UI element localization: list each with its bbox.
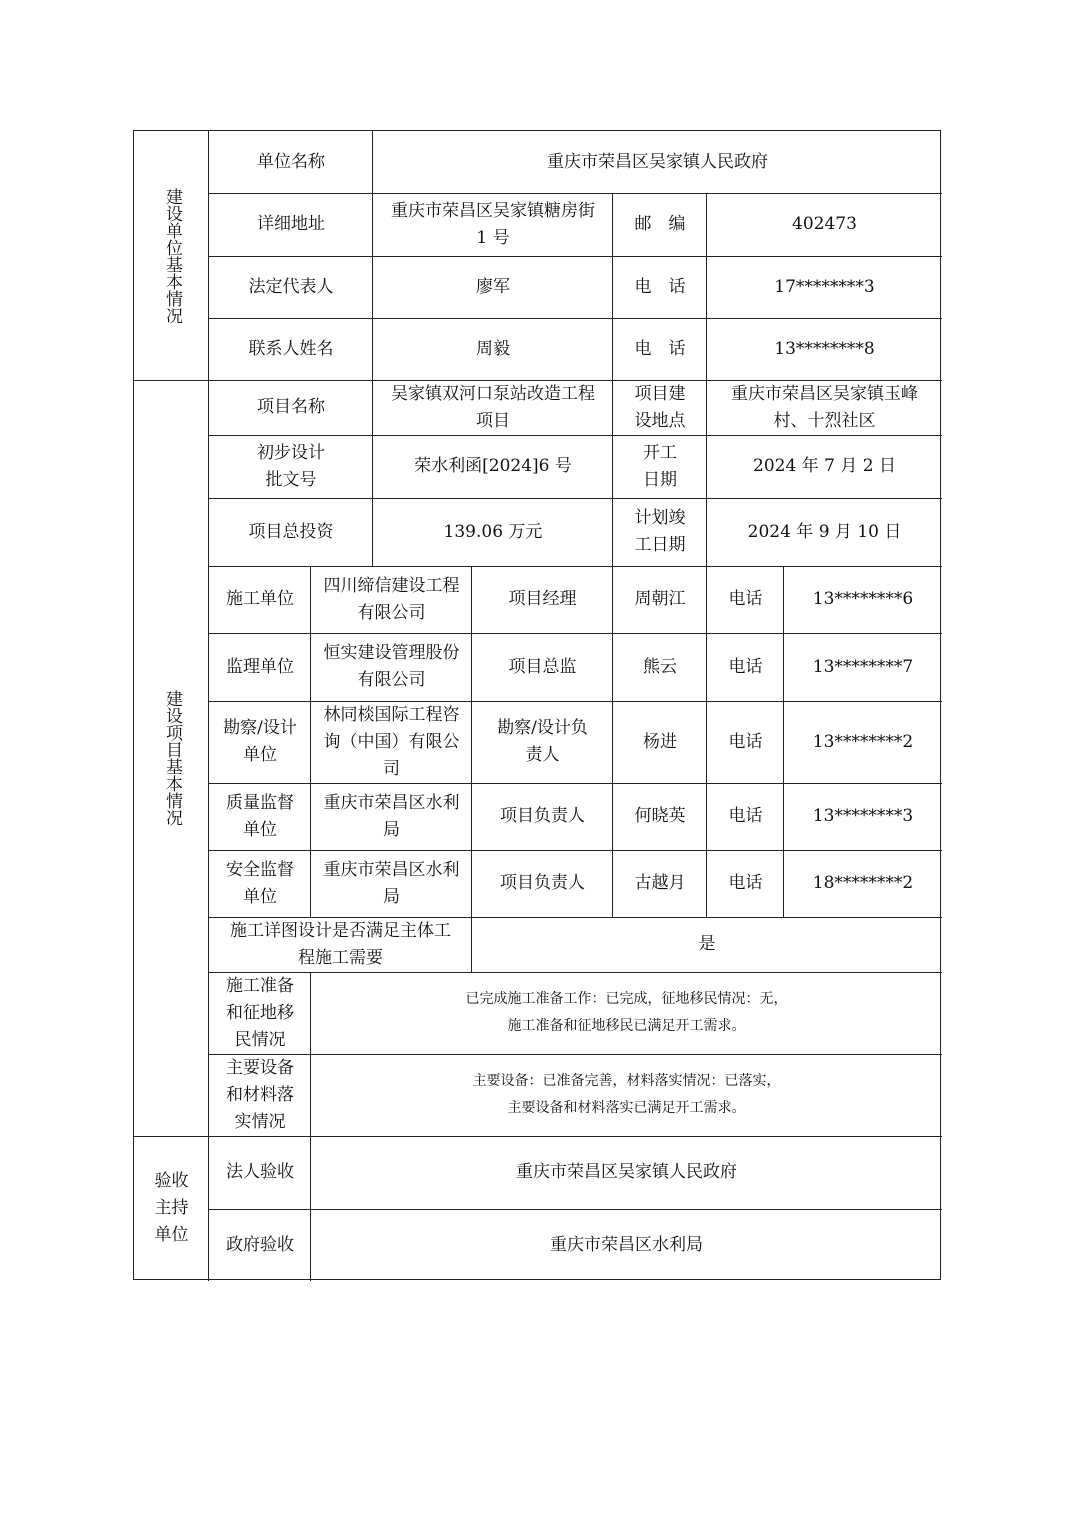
party-person-role: 项目负责人 [500, 873, 585, 893]
finish-date-label: 计划竣工日期 [634, 508, 686, 555]
contact-value: 周毅 [476, 338, 510, 359]
contact-phone-value: 13********8 [774, 338, 875, 359]
postcode-label: 邮 编 [634, 214, 686, 234]
unit-name-value: 重庆市荣昌区吴家镇人民政府 [547, 151, 768, 172]
legal-rep-phone-value: 17********3 [774, 276, 875, 297]
grid-line [209, 783, 942, 784]
grid-line [612, 193, 613, 566]
builder-section-label: 建设单位基本情况 [162, 187, 182, 324]
grid-line [209, 1054, 942, 1055]
party-person: 周朝江 [634, 589, 686, 609]
grid-line [208, 131, 209, 1281]
party-phone-label: 电话 [728, 589, 763, 609]
grid-line [310, 972, 311, 1281]
equip-label: 主要设备和材料落实情况 [226, 1057, 294, 1132]
party-phone: 13********3 [812, 806, 914, 826]
grid-line [209, 435, 942, 436]
party-org: 恒实建设管理股份有限公司 [323, 643, 460, 690]
party-person: 熊云 [643, 656, 677, 677]
address-label: 详细地址 [257, 214, 325, 234]
project-name-label: 项目名称 [257, 397, 325, 417]
grid-line [310, 566, 311, 917]
party-phone: 18********2 [812, 873, 914, 893]
gov-acceptance-value: 重庆市荣昌区水利局 [550, 1234, 703, 1255]
investment-label: 项目总投资 [248, 521, 334, 542]
grid-line [209, 850, 942, 851]
finish-date-value: 2024 年 9 月 10 日 [747, 521, 902, 542]
grid-line [209, 701, 942, 702]
grid-line [209, 318, 942, 319]
party-person-role: 项目经理 [508, 589, 577, 609]
legal-acceptance-label: 法人验收 [226, 1162, 294, 1182]
grid-line [612, 566, 613, 917]
project-section-label: 建设项目基本情况 [162, 690, 182, 826]
postcode-value: 402473 [792, 214, 857, 234]
acceptance-section-label: 验收主持单位 [154, 1171, 189, 1245]
start-date-label: 开工日期 [643, 442, 677, 490]
legal-rep-value: 廖军 [476, 276, 510, 297]
party-role: 施工单位 [226, 589, 294, 609]
grid-line [209, 566, 942, 567]
grid-line [209, 1209, 942, 1210]
grid-line [706, 566, 707, 917]
party-phone: 13********2 [812, 731, 914, 752]
party-person-role: 勘察/设计负责人 [497, 718, 588, 765]
prep-label: 施工准备和征地移民情况 [226, 975, 294, 1050]
grid-line [209, 972, 942, 973]
start-date-value: 2024 年 7 月 2 日 [753, 456, 896, 476]
party-role: 勘察/设计单位 [223, 718, 297, 765]
prep-line-2: 施工准备和征地移民已满足开工需求。 [507, 1018, 746, 1034]
party-person: 何晓英 [634, 806, 686, 826]
prep-line-1: 已完成施工准备工作：已完成，征地移民情况：无， [465, 991, 788, 1007]
equip-line-2: 主要设备和材料落实已满足开工需求。 [507, 1100, 746, 1116]
grid-line [471, 566, 472, 972]
grid-line [209, 193, 942, 194]
contact-label: 联系人姓名 [248, 338, 334, 359]
grid-line [209, 633, 942, 634]
unit-name-label: 单位名称 [257, 151, 325, 172]
party-person: 古越月 [634, 873, 686, 893]
project-name-value: 吴家镇双河口泵站改造工程项目 [391, 383, 595, 431]
grid-line [209, 917, 942, 918]
party-phone: 13********6 [812, 589, 914, 609]
location-label: 项目建设地点 [634, 383, 686, 431]
design-answer: 是 [698, 934, 716, 954]
design-question: 施工详图设计是否满足主体工程施工需要 [230, 920, 451, 968]
gov-acceptance-label: 政府验收 [226, 1234, 294, 1255]
party-person-role: 项目负责人 [500, 806, 585, 826]
equip-line-1: 主要设备：已准备完善，材料落实情况：已落实， [472, 1073, 781, 1089]
grid-line [372, 131, 373, 566]
legal-rep-label: 法定代表人 [248, 276, 334, 297]
party-role: 质量监督单位 [226, 792, 294, 840]
approval-value: 荣水利函[2024]6 号 [414, 456, 572, 476]
party-phone-label: 电话 [728, 656, 763, 677]
equip-value [311, 1054, 942, 1136]
party-person: 杨进 [643, 731, 677, 752]
party-org: 四川缔信建设工程有限公司 [323, 575, 460, 623]
grid-line [134, 380, 942, 381]
legal-rep-phone-label: 电 话 [634, 276, 686, 297]
approval-label: 初步设计批文号 [257, 442, 325, 490]
party-org: 重庆市荣昌区水利局 [323, 792, 460, 840]
grid-line [209, 256, 942, 257]
party-phone: 13********7 [812, 656, 914, 677]
grid-line [134, 1136, 942, 1137]
address-value: 重庆市荣昌区吴家镇糖房街 1 号 [391, 200, 595, 248]
party-role: 监理单位 [226, 656, 294, 677]
investment-value: 139.06 万元 [443, 521, 543, 542]
party-org: 重庆市荣昌区水利局 [323, 859, 460, 907]
party-phone-label: 电话 [728, 731, 763, 752]
party-role: 安全监督单位 [226, 859, 294, 907]
grid-line [706, 193, 707, 566]
location-value: 重庆市荣昌区吴家镇玉峰村、十烈社区 [731, 383, 918, 431]
grid-line [209, 498, 942, 499]
grid-line [783, 566, 784, 917]
party-person-role: 项目总监 [508, 656, 577, 677]
prep-value [311, 972, 942, 1054]
contact-phone-label: 电 话 [634, 338, 686, 359]
party-phone-label: 电话 [728, 873, 763, 893]
info-form-table [133, 130, 941, 1280]
legal-acceptance-value: 重庆市荣昌区吴家镇人民政府 [516, 1162, 737, 1182]
party-org: 林同棪国际工程咨询（中国）有限公司 [323, 704, 460, 779]
party-phone-label: 电话 [728, 806, 763, 826]
